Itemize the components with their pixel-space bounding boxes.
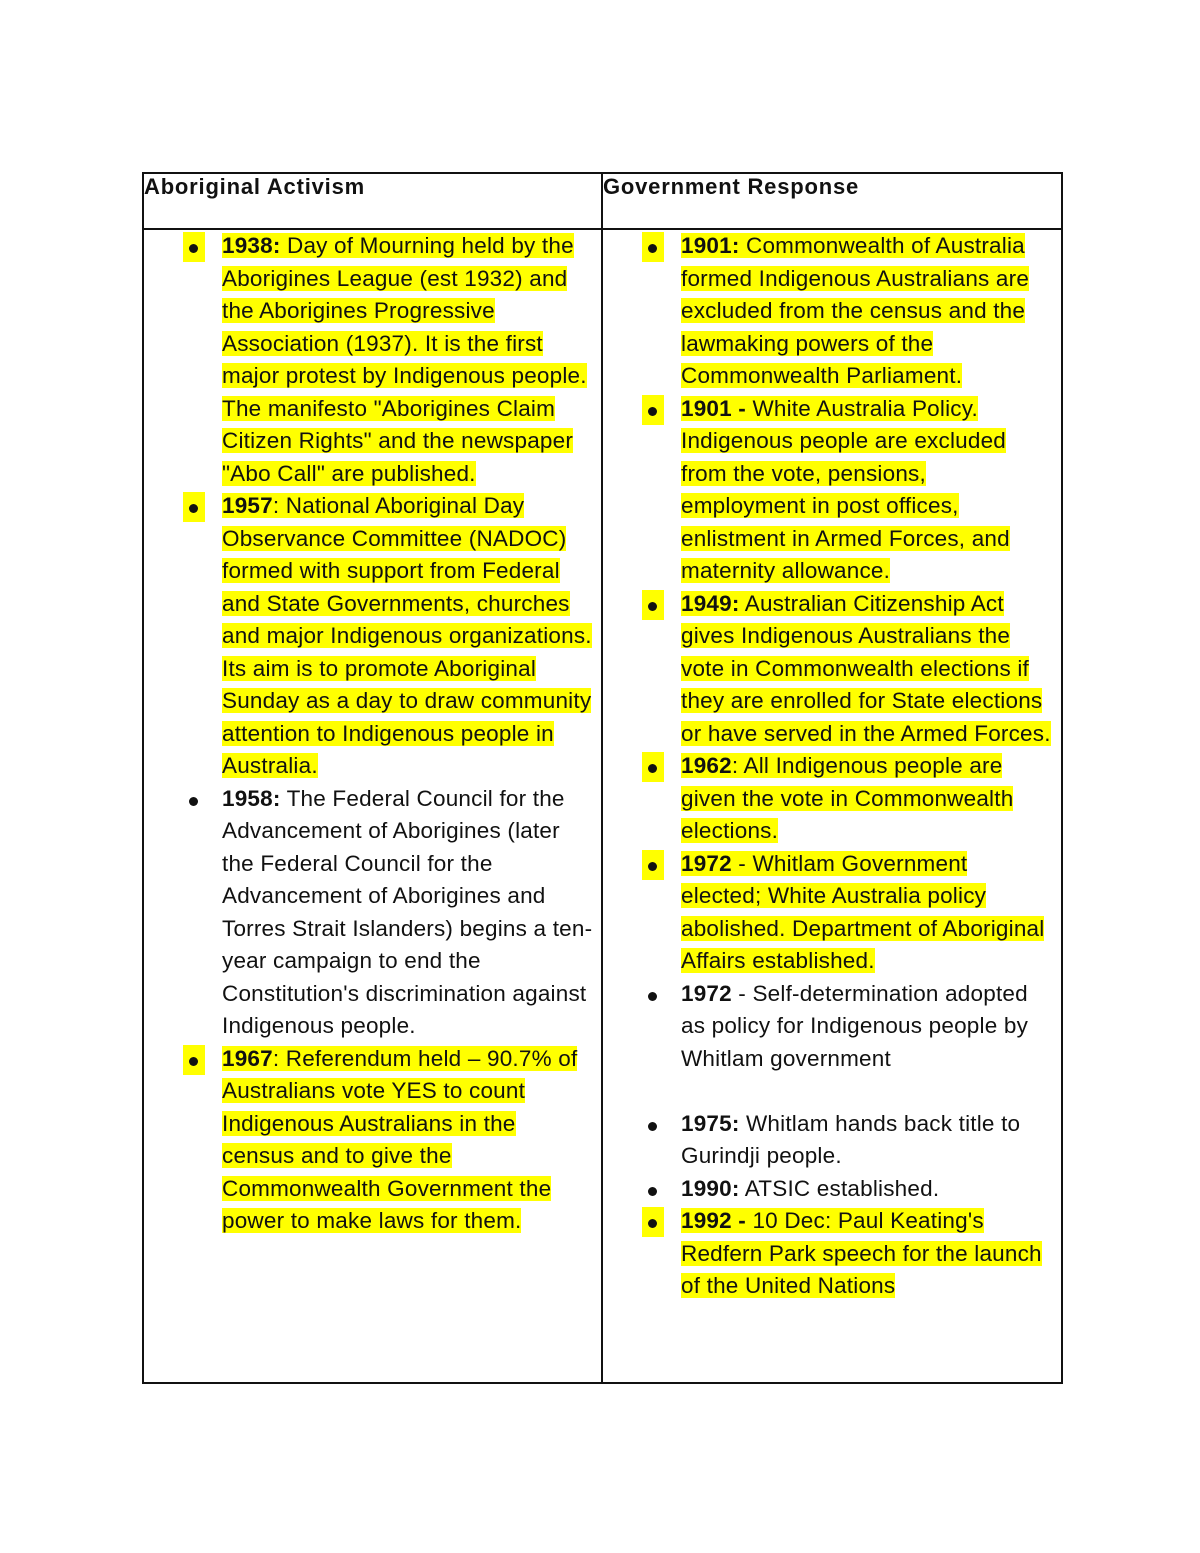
event-description: - Whitlam Government elected; White Australia policy abolished. Department of Aboriginal Affairs established. xyxy=(681,850,1045,973)
bullet-icon xyxy=(648,764,657,773)
event-description: Day of Mourning held by the Aborigines League (est 1932) and the Aborigines Progressive Association (1937). It is the first major protest by Indigenous people. The manifesto "Aborigines Claim Citizen Rights" and the newspaper "Abo Call" are published. xyxy=(222,233,587,486)
event-text xyxy=(681,753,1013,843)
column-header-activism: Aboriginal Activism xyxy=(143,173,602,229)
event-text xyxy=(681,396,1010,584)
event-description: The Federal Council for the Advancement of Aborigines (later the Federal Council for the Advancement of Aborigines and Torres Strait Islanders) begins a ten-year campaign to end the Constitution's discrimination against Indigenous people. xyxy=(222,785,593,1038)
event-year: 1938: xyxy=(222,233,281,258)
list-item xyxy=(603,1173,1061,1206)
event-text xyxy=(681,1176,939,1201)
list-item xyxy=(144,783,601,1043)
event-text xyxy=(222,233,587,486)
bullet-highlight xyxy=(183,492,205,522)
event-text xyxy=(681,233,1029,388)
event-description: 10 Dec: Paul Keating's Redfern Park speech for the launch of the United Nations xyxy=(681,1208,1042,1298)
event-description: : Referendum held – 90.7% of Australians vote YES to count Indigenous Australians in the census and to give the Commonwealth Government the power to make laws for them. xyxy=(222,1045,578,1233)
event-year: 1972 xyxy=(681,980,732,1006)
bullet-icon xyxy=(648,992,657,1001)
bullet-highlight xyxy=(642,395,664,425)
bullet-icon xyxy=(189,504,198,513)
body-row xyxy=(143,229,1062,1383)
bullet-highlight xyxy=(183,1045,205,1075)
event-year: 1949: xyxy=(681,590,740,616)
event-description: ATSIC established. xyxy=(739,1175,940,1201)
event-description: White Australia Policy. Indigenous people are excluded from the vote, pensions, employment in post offices, enlistment in Armed Forces, and maternity allowance. xyxy=(681,395,1010,583)
bullet-highlight xyxy=(183,232,205,262)
event-year: 1975: xyxy=(681,1110,740,1136)
bullet-icon xyxy=(189,1057,198,1066)
event-year: 1962 xyxy=(681,753,732,778)
list-item xyxy=(603,750,1061,848)
event-text xyxy=(681,1111,1020,1169)
bullet-icon xyxy=(648,1122,657,1131)
bullet-icon xyxy=(648,862,657,871)
event-year: 1972 xyxy=(681,850,732,876)
timeline-table xyxy=(142,172,1063,1384)
list-item xyxy=(603,1205,1061,1303)
government-column xyxy=(602,229,1062,1383)
government-event-list xyxy=(603,230,1061,1303)
list-item xyxy=(603,1108,1061,1173)
list-item xyxy=(603,588,1061,751)
bullet-icon xyxy=(648,1219,657,1228)
event-year: 1958: xyxy=(222,785,281,811)
event-description: : All Indigenous people are given the vote in Commonwealth elections. xyxy=(681,753,1014,843)
activism-column xyxy=(143,229,602,1383)
bullet-highlight xyxy=(642,1207,664,1237)
bullet-icon xyxy=(648,602,657,611)
event-text xyxy=(222,493,592,778)
bullet-icon xyxy=(189,244,198,253)
event-text xyxy=(222,1046,577,1234)
bullet-highlight xyxy=(642,752,664,782)
column-header-government: Government Response xyxy=(602,173,1062,229)
event-year: 1957 xyxy=(222,493,273,518)
header-row xyxy=(143,173,1062,229)
list-item xyxy=(144,230,601,490)
event-text xyxy=(681,981,1028,1071)
list-item xyxy=(603,393,1061,588)
bullet-icon xyxy=(648,407,657,416)
bullet-icon xyxy=(648,244,657,253)
event-year: 1901 - xyxy=(681,395,746,421)
event-year: 1967 xyxy=(222,1045,273,1071)
list-item xyxy=(603,848,1061,978)
bullet-icon xyxy=(648,1187,657,1196)
event-text xyxy=(681,1208,1042,1298)
bullet-highlight xyxy=(642,232,664,262)
event-description: : National Aboriginal Day Observance Committee (NADOC) formed with support from Federal and State Governments, churches and major Indigenous organizations. Its aim is to promote Aboriginal Sunday as a day to draw community attention to Indigenous people in Australia. xyxy=(222,493,592,778)
bullet-icon xyxy=(189,797,198,806)
event-description: Whitlam hands back title to Gurindji people. xyxy=(681,1110,1021,1168)
bullet-highlight xyxy=(642,850,664,880)
event-description: Australian Citizenship Act gives Indigenous Australians the vote in Commonwealth elections if they are enrolled for State elections or have served in the Armed Forces. xyxy=(681,590,1051,746)
event-year: 1990: xyxy=(681,1175,740,1201)
event-description: Commonwealth of Australia formed Indigenous Australians are excluded from the census and the lawmaking powers of the Commonwealth Parliament. xyxy=(681,233,1030,388)
activism-event-list xyxy=(144,230,601,1238)
event-text xyxy=(681,851,1044,974)
event-year: 1992 - xyxy=(681,1208,746,1233)
event-text xyxy=(681,591,1051,746)
list-item xyxy=(144,490,601,783)
list-item xyxy=(144,1043,601,1238)
bullet-highlight xyxy=(642,590,664,620)
event-description: - Self-determination adopted as policy for Indigenous people by Whitlam government xyxy=(681,980,1029,1071)
list-item xyxy=(603,230,1061,393)
event-text xyxy=(222,786,592,1039)
list-item xyxy=(603,978,1061,1076)
event-year: 1901: xyxy=(681,233,740,258)
